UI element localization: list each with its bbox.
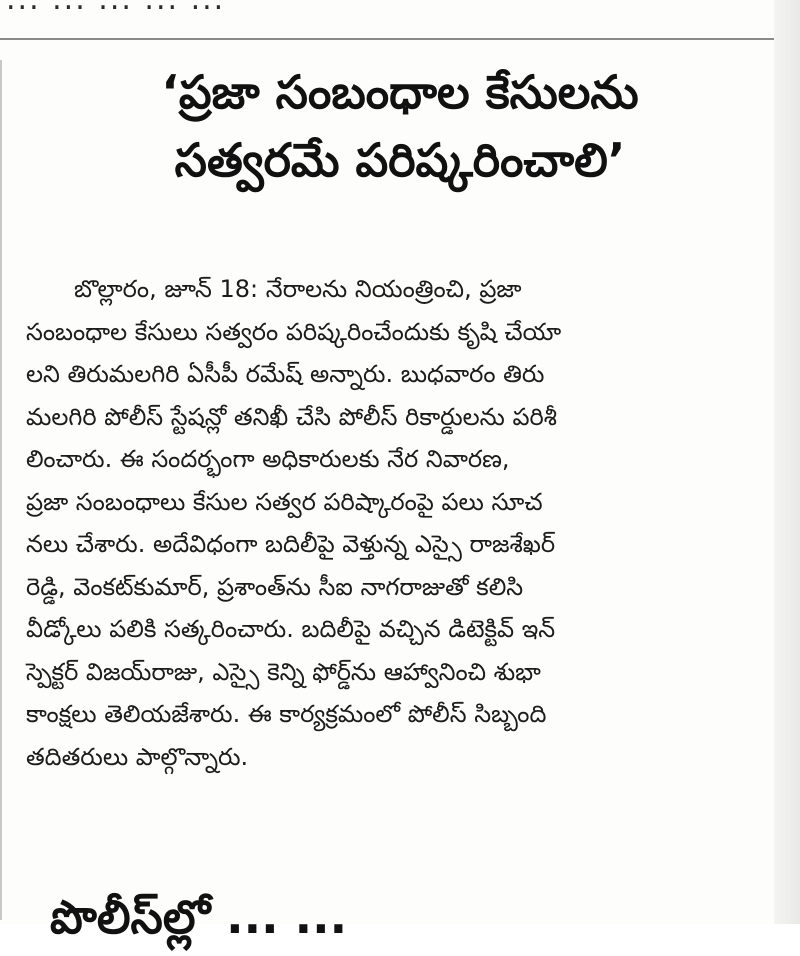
body-line-11: కాంక్షలు తెలియజేశారు. ఈ కార్యక్రమంలో పోలీస్ సిబ్బంది: [26, 700, 547, 728]
cut-off-text: [6, 0, 225, 17]
next-article-fragment: [0, 880, 780, 944]
body-line-3: లని తిరుమలగిరి ఏసీపీ రమేష్ అన్నారు. బుధవారం తిరు: [26, 360, 545, 388]
article-headline: [40, 58, 760, 194]
body-line-9: వీడ్కోలు పలికి సత్కరించారు. బదిలీపై వచ్చిన డిటెక్టివ్ ఇన్: [26, 615, 556, 643]
cut-off-headline: పొలీస్‌ల్లో ... ...: [50, 890, 348, 944]
body-line-8: రెడ్డి, వెంకట్‌కుమార్, ప్రశాంత్‌ను సీఐ నాగరాజుతో కలిసి: [26, 572, 524, 601]
previous-article-fragment: [0, 0, 800, 36]
body-line-10: స్పెక్టర్ విజయ్‌రాజు, ఎస్సై కెన్ని ఫోర్డ్‌ను ఆహ్వానించి శుభా: [26, 657, 541, 686]
body-line-12: తదితరులు పాల్గొన్నారు.: [26, 742, 249, 771]
body-line-2: సంబంధాల కేసులు సత్వరం పరిష్కరించేందుకు కృషి చేయా: [26, 317, 562, 346]
body-line-6: ప్రజా సంబంధాలు కేసుల సత్వర పరిష్కారంపై పలు సూచ: [26, 487, 543, 516]
headline-line-2: సత్వరమే పరిష్కరించాలి’: [174, 133, 626, 187]
body-line-1: బొల్లారం, జూన్ 18: నేరాలను నియంత్రించి, ప్రజా: [74, 275, 522, 303]
body-line-4: మలగిరి పోలీస్ స్టేషన్లో తనిఖీ చేసి పోలీస్ రికార్డులను పరిశీ: [26, 402, 557, 431]
article-body: [26, 268, 764, 778]
body-line-5: లించారు. ఈ సందర్భంగా అధికారులకు నేర నివారణ,: [26, 445, 510, 473]
column-divider-left: [0, 60, 2, 920]
page-edge-shadow: [774, 0, 800, 924]
column-divider-top: [0, 38, 780, 40]
headline-line-1: ‘ప్రజా సంబంధాల కేసులను: [161, 65, 639, 119]
body-line-7: నలు చేశారు. అదేవిధంగా బదిలీపై వెళ్తున్న ఎస్సై రాజశేఖర్: [26, 530, 556, 558]
